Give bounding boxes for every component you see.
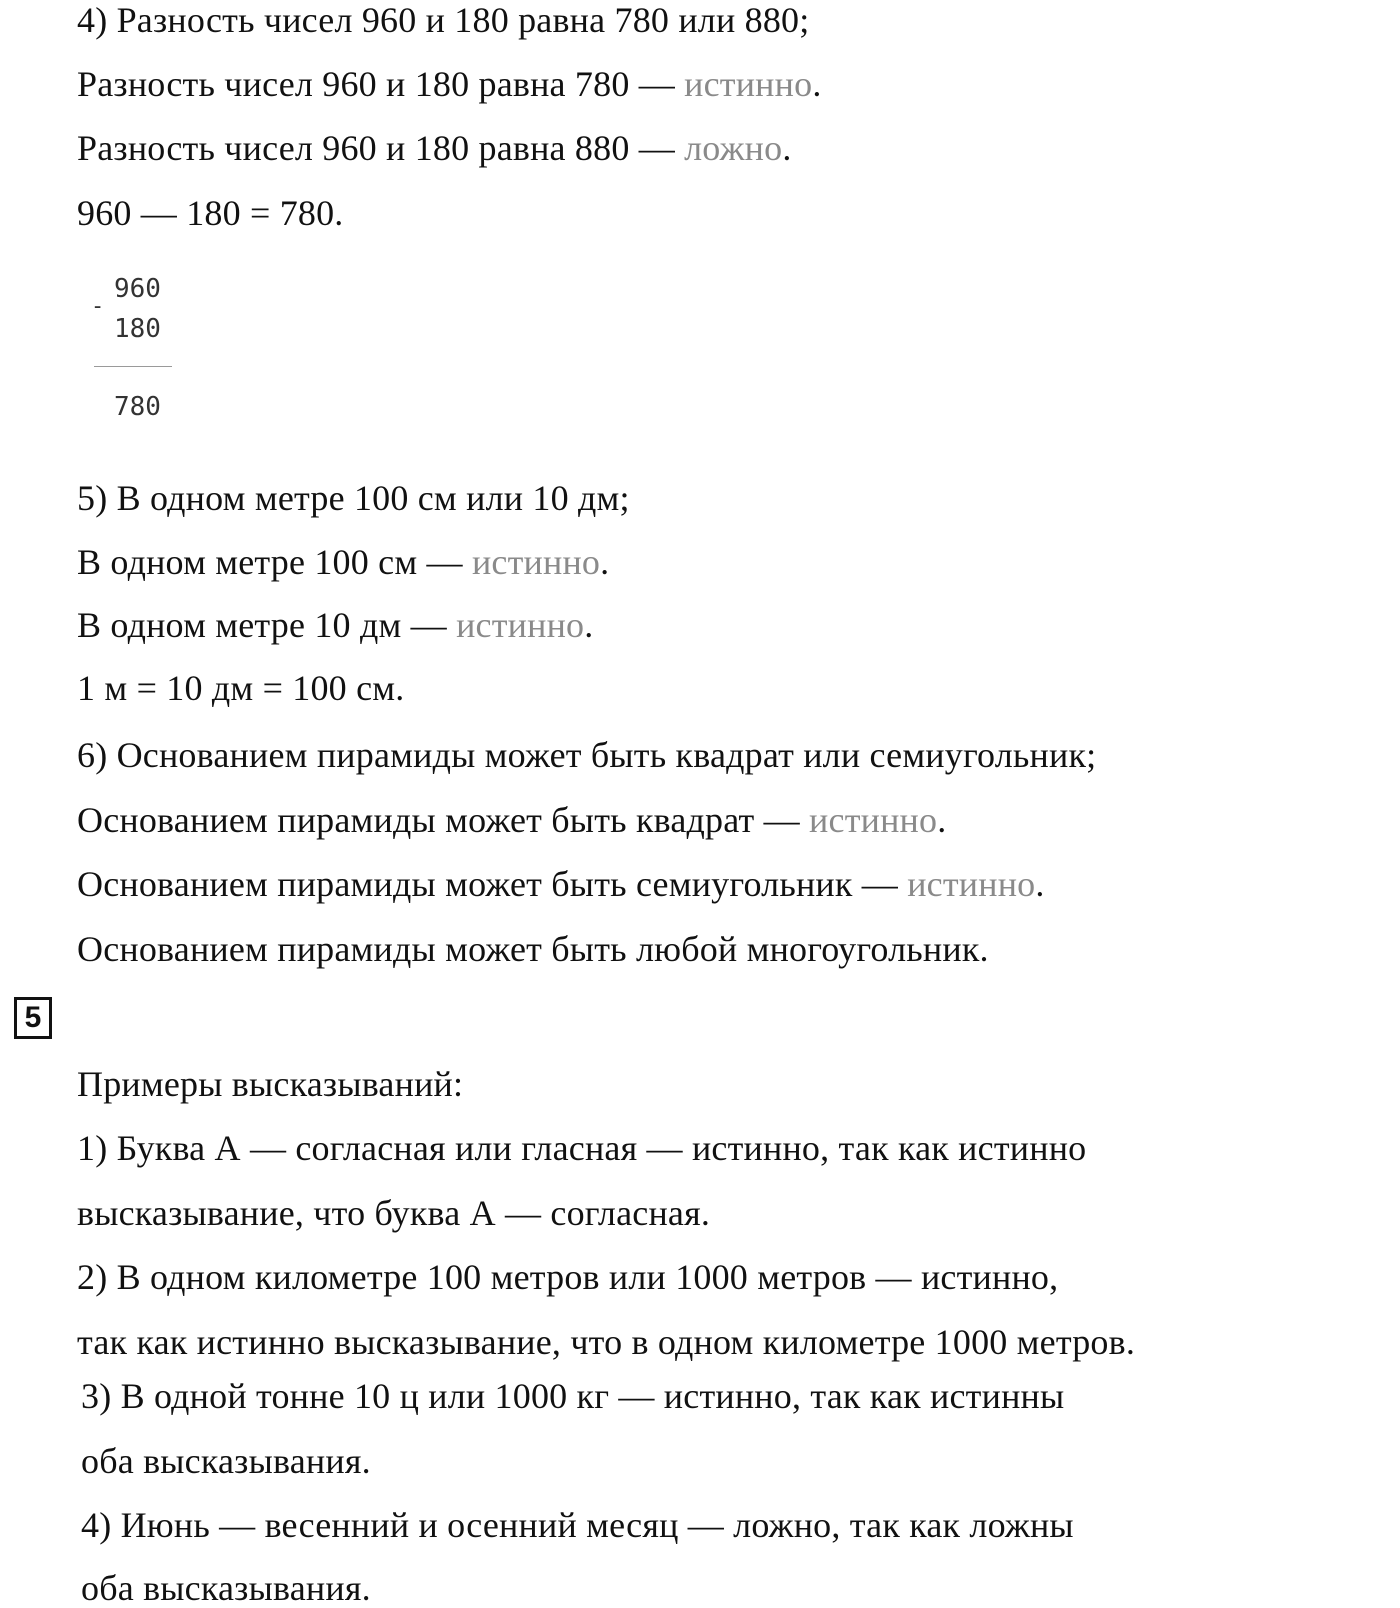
statement-text: Разность чисел 960 и 180 равна 880 — (77, 128, 685, 168)
statement-text: В одном метре 100 см — (77, 542, 472, 582)
example-2-line-2: так как истинно высказывание, что в одном километре 1000 метров. (77, 1322, 1136, 1362)
verdict-label: истинно (471, 542, 601, 582)
statement-text: Разность чисел 960 и 180 равна 780 — (77, 64, 685, 104)
example-2-line-1: 2) В одном километре 100 метров или 1000 метров — истинно, (77, 1257, 1059, 1297)
verdict-label: истинно (907, 864, 1036, 904)
item-4-false-line: Разность чисел 960 и 180 равна 880 — ложно. (77, 128, 792, 168)
example-4-line-1: 4) Июнь — весенний и осенний месяц — ложно, так как ложны (81, 1505, 1074, 1545)
example-4-line-2: оба высказывания. (81, 1568, 371, 1608)
statement-text: Основанием пирамиды может быть семиугольник — (77, 864, 908, 904)
statement-text: В одном метре 10 дм — (77, 605, 457, 645)
item-6-true-line-2: Основанием пирамиды может быть семиугольник — истинно. (77, 864, 1045, 904)
column-result-line (94, 366, 172, 367)
item-6-true-line-1: Основанием пирамиды может быть квадрат — истинно. (77, 800, 947, 840)
item-5-true-line-2: В одном метре 10 дм — истинно. (77, 605, 594, 645)
item-4-statement: 4) Разность чисел 960 и 180 равна 780 или 880; (77, 0, 810, 40)
task-5-intro: Примеры высказываний: (77, 1064, 464, 1104)
example-3-line-2: оба высказывания. (81, 1441, 371, 1481)
column-minus-sign: - (91, 294, 105, 319)
example-3-line-1: 3) В одной тонне 10 ц или 1000 кг — истинно, так как истинны (81, 1376, 1065, 1416)
verdict-label: истинно (456, 605, 585, 645)
item-6-statement: 6) Основанием пирамиды может быть квадрат или семиугольник; (77, 735, 1097, 775)
item-5-true-line-1: В одном метре 100 см — истинно. (77, 542, 610, 582)
statement-text: Основанием пирамиды может быть квадрат — (77, 800, 810, 840)
task-number-badge: 5 (14, 997, 52, 1039)
verdict-label: истинно (684, 64, 813, 104)
item-4-true-line: Разность чисел 960 и 180 равна 780 — истинно. (77, 64, 822, 104)
item-5-statement: 5) В одном метре 100 см или 10 дм; (77, 478, 630, 518)
item-4-equation: 960 — 180 = 780. (77, 193, 344, 233)
item-5-equation: 1 м = 10 дм = 100 см. (77, 668, 405, 708)
verdict-label: истинно (809, 800, 938, 840)
verdict-label: ложно (684, 128, 783, 168)
example-1-line-2: высказывание, что буква А — согласная. (77, 1193, 711, 1233)
example-1-line-1: 1) Буква А — согласная или гласная — истинно, так как истинно (77, 1128, 1087, 1168)
item-6-conclusion: Основанием пирамиды может быть любой многоугольник. (77, 929, 989, 969)
column-result: 780 (114, 392, 161, 422)
column-minuend: 960 (114, 274, 161, 304)
column-subtrahend: 180 (114, 314, 161, 344)
